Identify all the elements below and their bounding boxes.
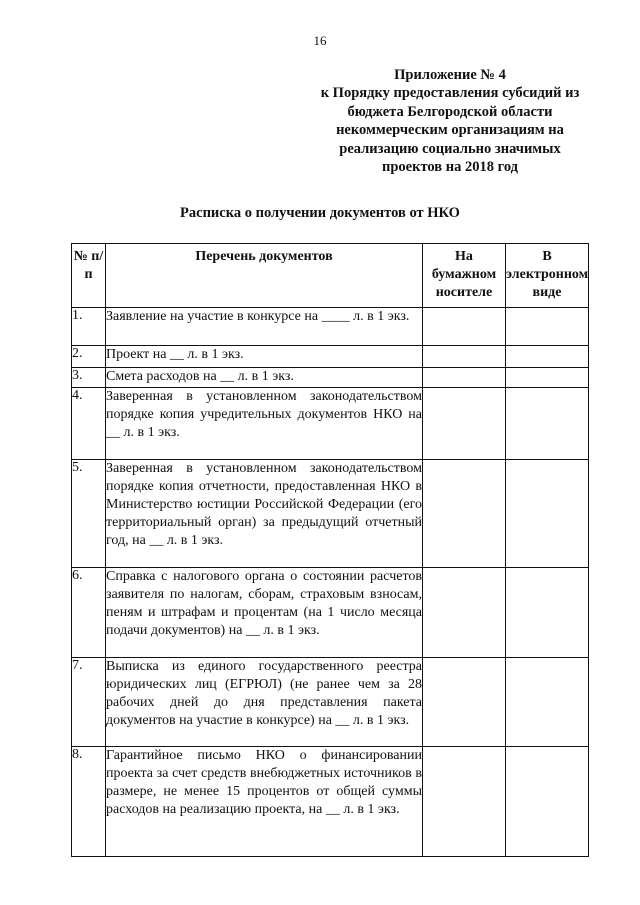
- table-row: [72, 368, 589, 388]
- document-title: Расписка о получении документов от НКО: [180, 205, 460, 221]
- row-number: 4.: [72, 388, 106, 460]
- electronic-cell: [506, 747, 589, 857]
- row-document: Гарантийное письмо НКО о финансировании проекта за счет средств внебюджетных источников в размере, не менее 15 процентов от общей суммы расходов на реализацию проекта, на __ л. в 1 экз.: [106, 747, 423, 857]
- header-electronic-copy: В электронном виде: [506, 244, 589, 308]
- table-row: [72, 460, 589, 568]
- paper-cell: [423, 747, 506, 857]
- table-row: [72, 658, 589, 747]
- header-paper-copy: На бумажном носителе: [423, 244, 506, 308]
- header-document-list: Перечень документов: [106, 244, 423, 308]
- paper-cell: [423, 346, 506, 368]
- row-document: Заявление на участие в конкурсе на ____ л. в 1 экз.: [106, 308, 423, 346]
- row-number: 8.: [72, 747, 106, 857]
- row-number: 1.: [72, 308, 106, 346]
- documents-table: [71, 243, 589, 857]
- row-document: Смета расходов на __ л. в 1 экз.: [106, 368, 423, 388]
- table-row: [72, 346, 589, 368]
- electronic-cell: [506, 346, 589, 368]
- appendix-line: Приложение № 4: [394, 67, 506, 83]
- row-document: Проект на __ л. в 1 экз.: [106, 346, 423, 368]
- electronic-cell: [506, 568, 589, 658]
- page-number: 16: [313, 33, 327, 48]
- row-number: 2.: [72, 346, 106, 368]
- electronic-cell: [506, 388, 589, 460]
- header-number: № п/п: [72, 244, 106, 308]
- paper-cell: [423, 388, 506, 460]
- table-row: [72, 308, 589, 346]
- appendix-line: к Порядку предоставления субсидий из: [320, 85, 580, 102]
- row-number: 7.: [72, 658, 106, 747]
- row-number: 6.: [72, 568, 106, 658]
- row-document: Выписка из единого государственного реестра юридических лиц (ЕГРЮЛ) (не ранее чем за 28 рабочих дней до дня представления пакета документов на участие в конкурсе) на __ л. в 1 экз.: [106, 658, 423, 747]
- table-row: [72, 388, 589, 460]
- table-header-row: [72, 244, 589, 308]
- electronic-cell: [506, 368, 589, 388]
- appendix-line: некоммерческим организациям на: [336, 122, 564, 139]
- appendix-line: бюджета Белгородской области: [347, 103, 553, 120]
- row-number: 5.: [72, 460, 106, 568]
- table-row: [72, 568, 589, 658]
- appendix-line: реализацию социально значимых: [339, 140, 561, 157]
- paper-cell: [423, 658, 506, 747]
- row-document: Заверенная в установленном законодательством порядке копия учредительных документов НКО на __ л. в 1 экз.: [106, 388, 423, 460]
- appendix-heading: [300, 66, 600, 176]
- paper-cell: [423, 568, 506, 658]
- table-row: [72, 747, 589, 857]
- paper-cell: [423, 308, 506, 346]
- appendix-line: проектов на 2018 год: [382, 159, 518, 176]
- electronic-cell: [506, 308, 589, 346]
- paper-cell: [423, 460, 506, 568]
- row-document: Заверенная в установленном законодательством порядке копия отчетности, предоставленная НКО в Министерство юстиции Российской Федерации (его территориальный орган) за предыдущий отчетный год, на __ л. в 1 экз.: [106, 460, 423, 568]
- row-number: 3.: [72, 368, 106, 388]
- electronic-cell: [506, 460, 589, 568]
- electronic-cell: [506, 658, 589, 747]
- paper-cell: [423, 368, 506, 388]
- row-document: Справка с налогового органа о состоянии расчетов заявителя по налогам, сборам, страховым взносам, пеням и штрафам и процентам (на 1 число месяца подачи документов) на __ л. в 1 экз.: [106, 568, 423, 658]
